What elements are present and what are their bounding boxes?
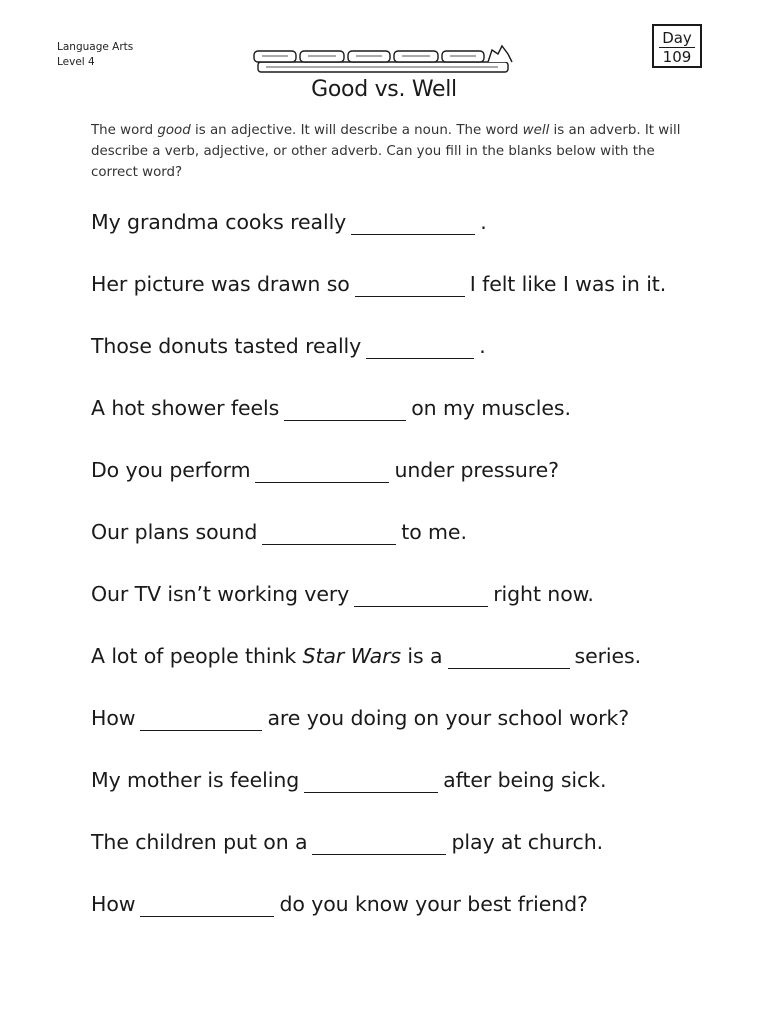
sentence-text: on my muscles. (411, 396, 571, 420)
answer-blank[interactable] (140, 892, 274, 917)
answer-blank[interactable] (255, 458, 389, 483)
answer-blank[interactable] (304, 768, 438, 793)
sentence-text: under pressure? (394, 458, 559, 482)
sentence-7 (91, 577, 731, 639)
sentence-text: Those donuts tasted really (91, 334, 362, 358)
intro-good-word: good (157, 123, 191, 138)
instructions (91, 120, 691, 183)
answer-blank[interactable] (262, 520, 396, 545)
day-badge (652, 24, 702, 68)
day-label: Day (662, 29, 692, 47)
sentence-text: do you know your best friend? (279, 892, 588, 916)
sentence-text: to me. (401, 520, 467, 544)
sentence-text: My grandma cooks really (91, 210, 347, 234)
sentence-1 (91, 205, 731, 267)
sentence-12 (91, 887, 731, 949)
sentence-italic-title: Star Wars (302, 644, 402, 668)
sentence-text: A hot shower feels (91, 396, 280, 420)
level-label: Level 4 (57, 56, 95, 68)
sentence-list (91, 205, 731, 949)
sentence-10 (91, 763, 731, 825)
answer-blank[interactable] (312, 830, 446, 855)
sentence-text: are you doing on your school work? (267, 706, 630, 730)
subject-label: Language Arts (57, 41, 134, 53)
answer-blank[interactable] (284, 396, 406, 421)
sentence-text: . (480, 210, 487, 234)
sentence-text: Do you perform (91, 458, 251, 482)
sentence-text: How (91, 706, 136, 730)
sentence-text: play at church. (451, 830, 604, 854)
books-illustration (252, 42, 517, 76)
sentence-text: The children put on a (91, 830, 308, 854)
sentence-3 (91, 329, 731, 391)
sentence-text: How (91, 892, 136, 916)
day-number: 109 (659, 47, 696, 66)
sentence-text: series. (574, 644, 642, 668)
sentence-text: A lot of people think (91, 644, 297, 668)
answer-blank[interactable] (354, 582, 488, 607)
subject-header (57, 40, 133, 70)
sentence-text: Our TV isn’t working very (91, 582, 350, 606)
sentence-2 (91, 267, 731, 329)
sentence-text: Our plans sound (91, 520, 258, 544)
intro-text-1: The word (91, 123, 158, 138)
answer-blank[interactable] (448, 644, 570, 669)
sentence-text: after being sick. (443, 768, 607, 792)
sentence-5 (91, 453, 731, 515)
sentence-8 (91, 639, 731, 701)
sentence-9 (91, 701, 731, 763)
intro-text-2: is an adjective. It will describe a noun. The word (190, 123, 523, 138)
sentence-6 (91, 515, 731, 577)
sentence-11 (91, 825, 731, 887)
answer-blank[interactable] (366, 334, 474, 359)
sentence-text: . (479, 334, 486, 358)
answer-blank[interactable] (351, 210, 475, 235)
intro-text-3: is an adverb. It will describe a verb, adjective, or other adverb. Can you fill in the blanks below with the correct word? (91, 123, 681, 180)
sentence-text: is a (401, 644, 443, 668)
sentence-text: I felt like I was in it. (469, 272, 667, 296)
page-title: Good vs. Well (311, 77, 457, 102)
sentence-text: right now. (493, 582, 594, 606)
sentence-text: Her picture was drawn so (91, 272, 350, 296)
answer-blank[interactable] (140, 706, 262, 731)
sentence-4 (91, 391, 731, 453)
intro-well-word: well (522, 123, 550, 138)
sentence-text: My mother is feeling (91, 768, 300, 792)
answer-blank[interactable] (355, 272, 465, 297)
